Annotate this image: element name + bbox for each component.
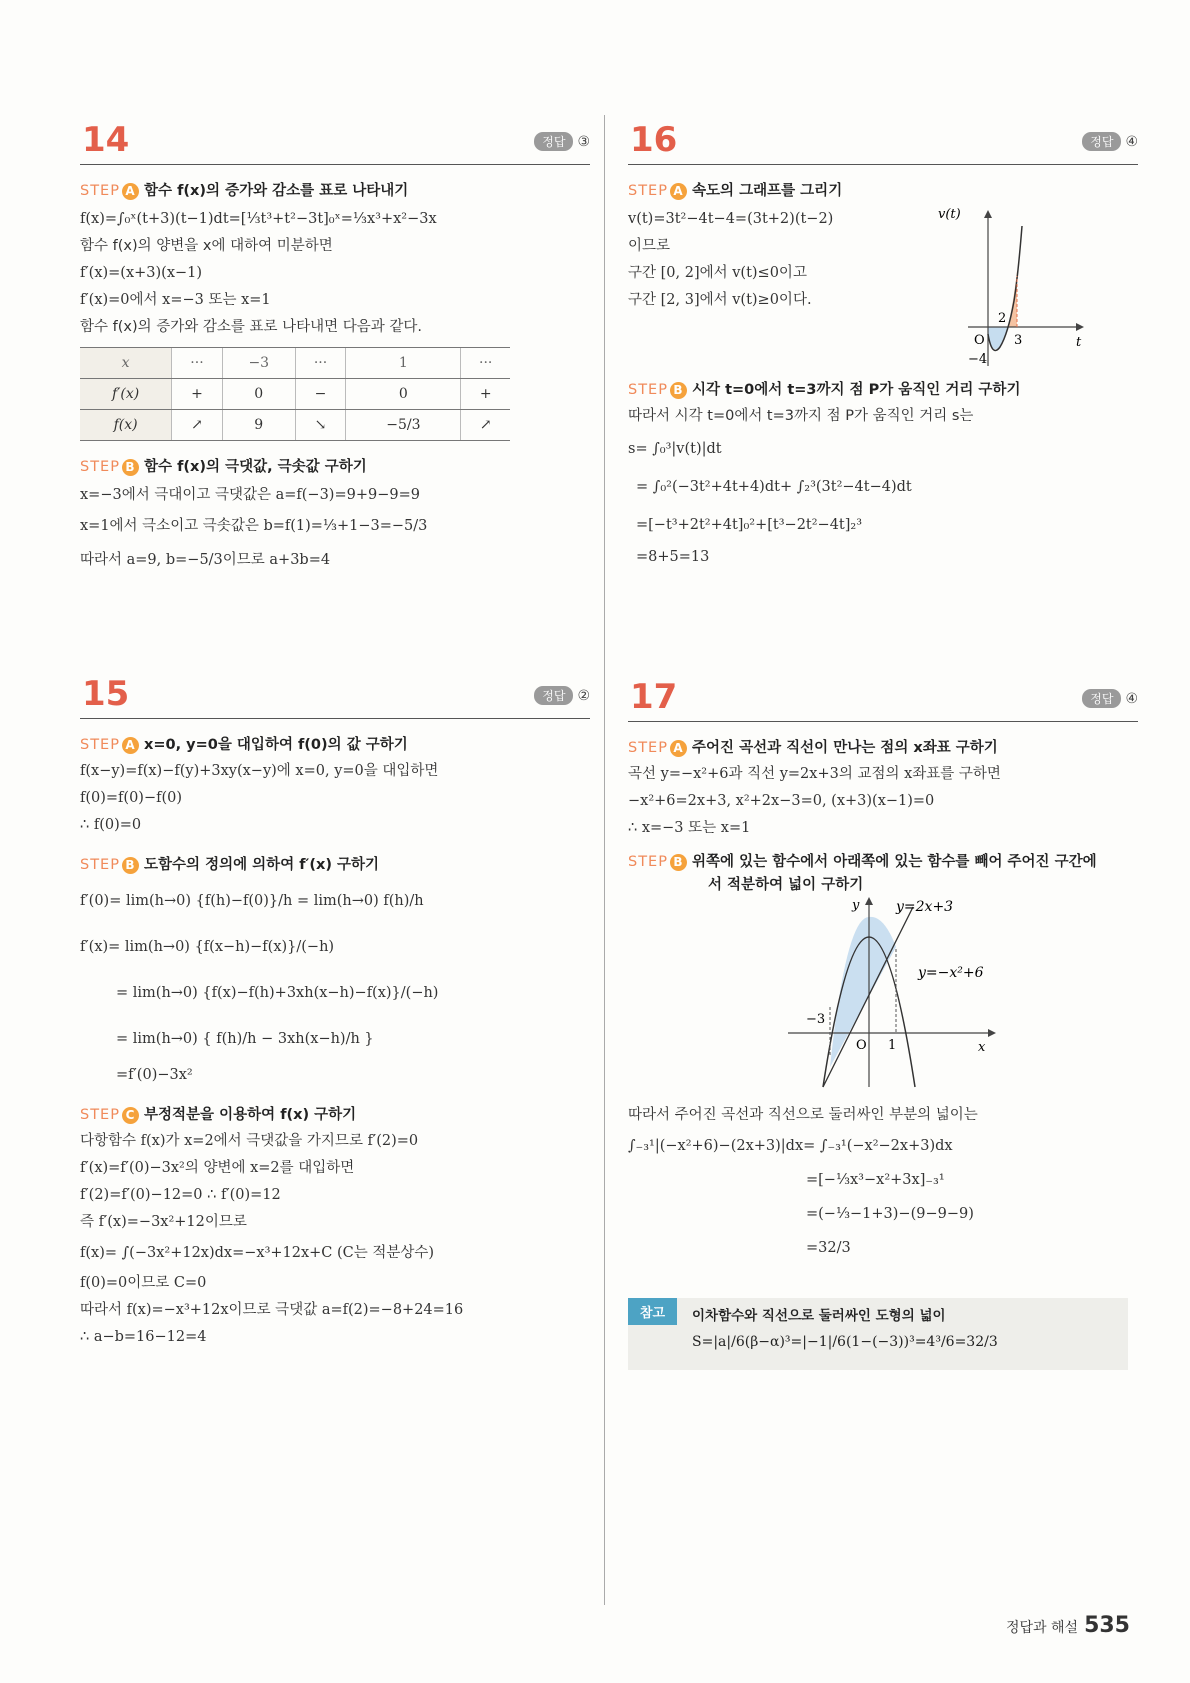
positive-area	[1008, 271, 1017, 327]
table-cell: ↗	[461, 410, 510, 441]
equation: f′(x)= lim(h→0) {f(x−h)−f(x)}/(−h)	[80, 939, 335, 955]
column-divider	[604, 115, 605, 1605]
curve-label: y=−x²+6	[918, 965, 984, 981]
table-cell: 0	[222, 379, 295, 410]
step-label: STEP	[80, 1107, 120, 1123]
step-a-heading	[628, 736, 1138, 757]
table-cell: 1	[346, 348, 461, 379]
equation: =[−⅓x³−x²+3x]₋₃¹	[806, 1172, 945, 1188]
equation: = ∫₀²(−3t²+4t+4)dt+ ∫₂³(3t²−4t−4)dt	[636, 479, 912, 495]
y-label: y	[852, 898, 860, 913]
equation: = lim(h→0) {f(x)−f(h)+3xh(x−h)−f(x)}/(−h)	[116, 985, 439, 1001]
x-axis-arrow	[988, 1029, 996, 1037]
equation: f′(2)=f′(0)−12=0 ∴ f′(0)=12	[80, 1187, 281, 1203]
step-label: STEP	[80, 459, 120, 475]
step-b-heading	[80, 455, 590, 476]
table-cell: 0	[346, 379, 461, 410]
footer-label: 정답과 해설	[1005, 1620, 1079, 1636]
v-axis-arrow	[984, 210, 992, 218]
answer-tag: 정답	[1082, 689, 1121, 708]
equation: 즉 f′(x)=−3x²+12이므로	[80, 1214, 247, 1230]
table-cell: ···	[461, 348, 510, 379]
problem-header	[628, 118, 1138, 165]
equation: ∴ a−b=16−12=4	[80, 1329, 207, 1345]
reference-note	[628, 1298, 1128, 1370]
area-graph	[768, 897, 1008, 1087]
table-row	[80, 348, 510, 379]
table-cell: x	[80, 348, 172, 379]
equation: x=−3에서 극대이고 극댓값은 a=f(−3)=9+9−9=9	[80, 487, 420, 503]
problem-number: 15	[82, 674, 130, 714]
table-cell: ···	[295, 348, 346, 379]
step-title: 주어진 곡선과 직선이 만나는 점의 x좌표 구하기	[692, 740, 998, 756]
v-label: v(t)	[938, 207, 961, 222]
text-line: 함수 f(x)의 증가와 감소를 표로 나타내면 다음과 같다.	[80, 319, 423, 335]
step-b-heading	[628, 850, 1138, 871]
step-title: 함수 f(x)의 극댓값, 극솟값 구하기	[144, 459, 367, 475]
table-row	[80, 410, 510, 441]
equation: ∴ x=−3 또는 x=1	[628, 820, 751, 836]
equation: −x²+6=2x+3, x²+2x−3=0, (x+3)(x−1)=0	[628, 793, 935, 809]
step-letter: B	[122, 857, 139, 874]
note-formula: S=|a|/6(β−α)³=|−1|/6(1−(−3))³=4³/6=32/3	[692, 1334, 998, 1350]
answer-tag: 정답	[534, 132, 573, 151]
equation: 구간 [0, 2]에서 v(t)≤0이고	[628, 265, 807, 281]
equation: f(x)= ∫(−3x²+12x)dx=−x³+12x+C (C는 적분상수)	[80, 1245, 435, 1261]
table-cell: ···	[172, 348, 223, 379]
step-label: STEP	[628, 382, 668, 398]
step-letter: A	[670, 183, 687, 200]
note-title: 이차함수와 직선으로 둘러싸인 도형의 넓이	[692, 1308, 946, 1324]
origin-label: O	[856, 1038, 867, 1053]
answer-badge	[534, 132, 590, 151]
answer-badge	[1082, 132, 1138, 151]
equation: =f′(0)−3x²	[116, 1067, 193, 1083]
text-line: 따라서 시각 t=0에서 t=3까지 점 P가 움직인 거리 s는	[628, 408, 974, 424]
problem-17	[628, 675, 1138, 1265]
line-label: y=2x+3	[896, 899, 954, 915]
increase-decrease-table	[80, 347, 510, 441]
equation: ∫₋₃¹|(−x²+6)−(2x+3)|dx= ∫₋₃¹(−x²−2x+3)dx	[628, 1138, 953, 1154]
tick-label-3: 3	[1014, 333, 1023, 348]
equation: =8+5=13	[636, 549, 710, 565]
equation: f′(x)=f′(0)−3x²의 양변에 x=2를 대입하면	[80, 1160, 355, 1176]
answer-value: ④	[1125, 691, 1138, 707]
step-letter: B	[670, 382, 687, 399]
step-letter: A	[122, 737, 139, 754]
table-cell: f(x)	[80, 410, 172, 441]
table-cell: +	[461, 379, 510, 410]
step-title: 도함수의 정의에 의하여 f′(x) 구하기	[144, 857, 380, 873]
step-title: 함수 f(x)의 증가와 감소를 표로 나타내기	[144, 183, 409, 199]
step-letter: C	[122, 1107, 139, 1124]
step-label: STEP	[628, 740, 668, 756]
table-cell: f′(x)	[80, 379, 172, 410]
equation: v(t)=3t²−4t−4=(3t+2)(t−2)	[628, 211, 834, 227]
problem-header	[80, 118, 590, 165]
problem-number: 17	[630, 677, 678, 717]
table-cell: 9	[222, 410, 295, 441]
x-label: x	[978, 1040, 986, 1055]
y-axis-arrow	[865, 897, 873, 905]
equation: 따라서 a=9, b=−5/3이므로 a+3b=4	[80, 552, 331, 568]
tick-label-1: 1	[888, 1038, 897, 1053]
t-axis-arrow	[1076, 323, 1084, 331]
equation: 구간 [2, 3]에서 v(t)≥0이다.	[628, 292, 812, 308]
equation: f(x)=∫₀ˣ(t+3)(t−1)dt=[⅓t³+t²−3t]₀ˣ=⅓x³+x²−3x	[80, 211, 437, 227]
problem-number: 16	[630, 120, 678, 160]
answer-value: ②	[577, 688, 590, 704]
step-b-heading-continued	[628, 873, 1138, 894]
table-cell: +	[172, 379, 223, 410]
problem-14	[80, 118, 590, 577]
table-cell: ↘	[295, 410, 346, 441]
problem-header	[80, 672, 590, 719]
table-cell: −	[295, 379, 346, 410]
step-label: STEP	[628, 183, 668, 199]
equation: f′(0)= lim(h→0) {f(h)−f(0)}/h = lim(h→0) f(h)/h	[80, 893, 424, 909]
page-footer	[1006, 1613, 1130, 1638]
text-line: 함수 f(x)의 양변을 x에 대하여 미분하면	[80, 238, 333, 254]
answer-value: ④	[1125, 134, 1138, 150]
step-label: STEP	[80, 857, 120, 873]
origin-label: O	[974, 333, 985, 348]
velocity-graph	[938, 206, 1088, 367]
step-a-heading	[628, 179, 1138, 200]
step-label: STEP	[628, 854, 668, 870]
step-a-heading	[80, 179, 590, 200]
step-title: 속도의 그래프를 그리기	[692, 183, 843, 199]
step-letter: B	[670, 854, 687, 871]
equation: x=1에서 극소이고 극솟값은 b=f(1)=⅓+1−3=−5/3	[80, 518, 428, 534]
note-tag: 참고	[628, 1298, 677, 1325]
tick-label-minus-4: −4	[968, 352, 988, 367]
equation: f(x−y)=f(x)−f(y)+3xy(x−y)에 x=0, y=0을 대입하면	[80, 763, 439, 779]
step-title: 부정적분을 이용하여 f(x) 구하기	[144, 1107, 357, 1123]
equation: f(0)=0이므로 C=0	[80, 1275, 207, 1291]
problem-16	[628, 118, 1138, 571]
step-title: 시각 t=0에서 t=3까지 점 P가 움직인 거리 구하기	[692, 382, 1021, 398]
table-cell: −3	[222, 348, 295, 379]
answer-badge	[534, 686, 590, 705]
page-number: 535	[1084, 1613, 1130, 1638]
table-cell: ↗	[172, 410, 223, 441]
step-title: x=0, y=0을 대입하여 f(0)의 값 구하기	[144, 737, 408, 753]
step-a-heading	[80, 733, 590, 754]
equation: =(−⅓−1+3)−(9−9−9)	[806, 1206, 974, 1222]
step-title: 위쪽에 있는 함수에서 아래쪽에 있는 함수를 빼어 주어진 구간에	[692, 854, 1097, 870]
equation: f′(x)=(x+3)(x−1)	[80, 265, 203, 281]
equation: s= ∫₀³|v(t)|dt	[628, 441, 722, 457]
answer-badge	[1082, 689, 1138, 708]
problem-15	[80, 672, 590, 1351]
step-b-heading	[80, 853, 590, 874]
answer-value: ③	[577, 134, 590, 150]
equation: 다항함수 f(x)가 x=2에서 극댓값을 가지므로 f′(2)=0	[80, 1133, 419, 1149]
answer-tag: 정답	[1082, 132, 1121, 151]
tick-label-minus-3: −3	[806, 1012, 826, 1027]
problem-number: 14	[82, 120, 130, 160]
t-label: t	[1076, 335, 1082, 350]
step-c-heading	[80, 1103, 590, 1124]
equation: =[−t³+2t²+4t]₀²+[t³−2t²−4t]₂³	[636, 517, 863, 533]
step-letter: A	[670, 740, 687, 757]
text-line: 이므로	[628, 238, 671, 254]
table-row	[80, 379, 510, 410]
equation: = lim(h→0) { f(h)/h − 3xh(x−h)/h }	[116, 1031, 374, 1047]
answer-tag: 정답	[534, 686, 573, 705]
step-label: STEP	[80, 183, 120, 199]
equation: 곡선 y=−x²+6과 직선 y=2x+3의 교점의 x좌표를 구하면	[628, 766, 1001, 782]
equation: 따라서 f(x)=−x³+12x이므로 극댓값 a=f(2)=−8+24=16	[80, 1302, 464, 1318]
problem-header	[628, 675, 1138, 722]
equation: f′(x)=0에서 x=−3 또는 x=1	[80, 292, 271, 308]
step-label: STEP	[80, 737, 120, 753]
step-b-heading	[628, 378, 1138, 399]
equation: ∴ f(0)=0	[80, 817, 142, 833]
tick-label-2: 2	[998, 311, 1007, 326]
step-letter: A	[122, 183, 139, 200]
step-letter: B	[122, 459, 139, 476]
table-cell: −5/3	[346, 410, 461, 441]
text-line: 따라서 주어진 곡선과 직선으로 둘러싸인 부분의 넓이는	[628, 1107, 978, 1123]
step-title: 서 적분하여 넓이 구하기	[708, 877, 864, 893]
equation: f(0)=f(0)−f(0)	[80, 790, 183, 806]
equation: =32/3	[806, 1240, 851, 1256]
